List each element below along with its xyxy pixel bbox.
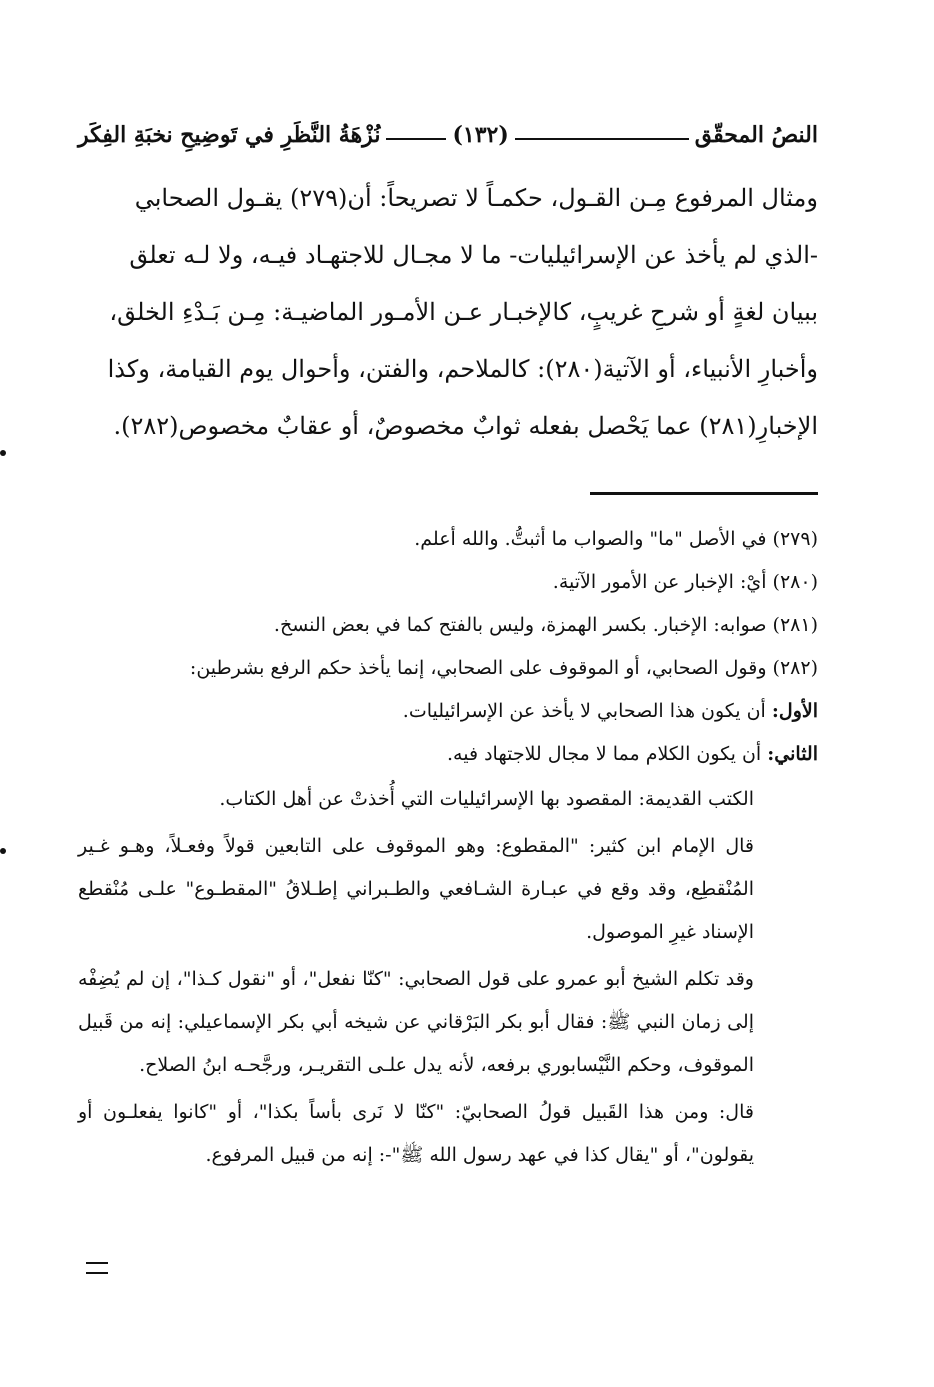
condition-second-label: الثاني: <box>767 743 818 765</box>
header-left-title: نُزْهَةُ النَّظَرِ في تَوضِيحِ نخبَةِ الفِكَر <box>78 122 381 148</box>
main-text-line: الإخبارِ(٢٨١) عما يَحْصل بفعله ثوابٌ مخصوصٌ، أو عقابٌ مخصوص(٢٨٢). <box>113 412 818 440</box>
footnotes <box>78 518 818 1181</box>
commentary-paragraph: قال: ومن هذا القَبيل قولُ الصحابيّ: "كنّا لا نَرى بأساً بكذا"، أو "كانوا يفعلـون أو يقولون"، أو "يقال كذا في عهد رسول الله ﷺ"-: إنه من قبيل المرفوع. <box>78 1101 754 1166</box>
commentary-paragraph: وقد تكلم الشيخ أبو عمرو على قول الصحابي: "كنّا نفعل"، أو "نقول كـذا"، إن لم يُضِفْه إلى زمان النبي ﷺ: فقال أبو بكر البَرْقاني عن شيخه أبي بكر الإسماعيلي: إنه من قَبيل الموقوف، وحكم النَّيْسابوري برفعه، لأنه يدل علـى التقريـر، ورجَّحـه ابنُ الصلاح. <box>78 968 754 1076</box>
footnote-282: (٢٨٢) وقول الصحابي، أو الموقوف على الصحابي، إنما يأخذ حكم الرفع بشرطين: <box>189 657 818 679</box>
header-rule-right <box>515 138 689 140</box>
header-rule-left <box>386 138 446 140</box>
main-text-line: ببيان لغةٍ أو شرحِ غريبٍ، كالإخبـار عـن الأمـور الماضيـة: مِـن بَـدْءِ الخلق، <box>109 298 818 326</box>
continuation-mark <box>86 1262 108 1274</box>
main-text-line: وأخبارِ الأنبياء، أو الآتية(٢٨٠): كالملاحم، والفتن، وأحوال يوم القيامة، وكذا <box>107 355 818 383</box>
scan-speck <box>0 848 6 854</box>
condition-first <box>78 690 818 733</box>
header-right-title: النصُ المحقّق <box>694 122 818 148</box>
condition-second-text: أن يكون الكلام مما لا مجال للاجتهاد فيه. <box>447 743 768 765</box>
main-text-line: ومثال المرفوع مِـن القـول، حكمـاً لا تصريحاً: أن(٢٧٩) يقـول الصحابي <box>134 184 818 212</box>
commentary-paragraph: الكتب القديمة: المقصود بها الإسرائيليات التي أُخذتْ عن أهل الكتاب. <box>219 788 754 810</box>
condition-second <box>78 733 818 776</box>
page-number: (١٣٢) <box>452 122 509 148</box>
footnote-281: (٢٨١) صوابه: الإخبار. بكسر الهمزة، وليس بالفتح كما في بعض النسخ. <box>273 614 818 636</box>
footnote-separator <box>590 492 818 495</box>
condition-first-label: الأول: <box>771 700 818 722</box>
condition-first-text: أن يكون هذا الصحابي لا يأخذ عن الإسرائيليات. <box>402 700 772 722</box>
footnote-commentary <box>78 778 754 1177</box>
main-text <box>78 170 818 455</box>
footnote-280: (٢٨٠) أيْ: الإخبار عن الأمور الآتية. <box>552 571 818 593</box>
commentary-paragraph: قال الإمام ابن كثير: "المقطوع: وهو الموقوف على التابعين قولاً وفعـلاً، وهـو غـير المُنْقطِع، وقد وقع في عبـارة الشـافعي والطـبراني إطـلاقُ "المقطـوع" علـى مُنْقطع الإسناد غيرِ الموصول. <box>78 835 754 943</box>
running-header <box>78 108 818 148</box>
main-text-line: -الذي لم يأخذ عن الإسرائيليات- ما لا مجـال للاجتهـاد فيـه، ولا لـه تعلق <box>129 241 818 269</box>
footnote-279: (٢٧٩) في الأصل "ما" والصواب ما أثبتُّ. والله أعلم. <box>414 528 818 550</box>
scan-speck <box>0 450 6 456</box>
